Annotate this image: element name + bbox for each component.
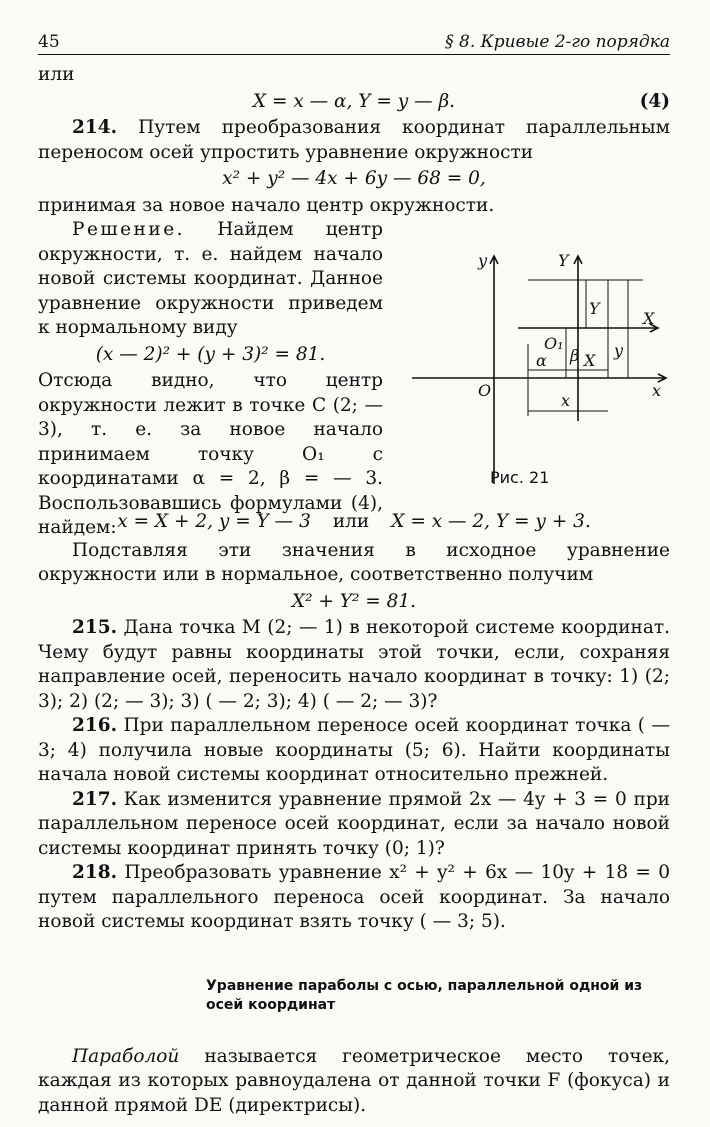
problem-215 — [38, 616, 670, 714]
problem-217-text: Как изменится уравнение прямой 2x — 4y + 3 = 0 при параллельном переносе осей координат, если за начало новой системы координат принять точку (0; 1)? — [38, 788, 670, 859]
problem-214-after: принимая за новое начало центр окружности. — [38, 194, 495, 216]
label-alpha: α — [536, 351, 547, 370]
problem-218 — [38, 861, 670, 935]
final-equation: X² + Y² = 81. — [291, 590, 417, 612]
label-x: x — [652, 381, 662, 400]
problem-218-text: Преобразовать уравнение x² + y² + 6x — 10y + 18 = 0 путем параллельного переноса осей координат. За начало новой системы координат взять точку ( — 3; 5). — [38, 862, 671, 932]
solution-text-1: Найдем центр окружности, т. е. найдем начало новой системы координат. Данное уравнение окружности приведем к нормальному виду — [38, 219, 383, 338]
problem-218-number: 218. — [72, 862, 118, 883]
label-y-small: y — [614, 341, 624, 360]
definition-term: Параболой — [72, 1045, 180, 1067]
solution-text-2: Отсюда видно, что центр окружности лежит в точке C (2; — 3), т. е. за новое начало принимаем точку O₁ с координатами α = 2, β = — 3. Воспользовавшись формулами (4), найдем: — [38, 370, 383, 538]
page-number: 45 — [38, 32, 60, 52]
label-O: O — [478, 381, 492, 400]
intro-or: или — [38, 64, 75, 85]
problem-214-number: 214. — [72, 117, 118, 138]
problem-216 — [38, 714, 670, 788]
page — [38, 28, 670, 1118]
problem-214-text: Путем преобразования координат параллельным переносом осей упростить уравнение окружности — [38, 117, 670, 163]
figure-caption: Рис. 21 — [490, 468, 550, 487]
problem-214-equation: x² + y² — 4x + 6y — 68 = 0, — [222, 168, 486, 189]
problem-216-text: При параллельном переносе осей координат точка ( — 3; 4) получила новые координаты (5; 6). Найти координаты начала новой системы координат относительно прежней. — [38, 715, 670, 785]
parabola-definition — [38, 1045, 670, 1119]
label-O1: O₁ — [544, 334, 564, 353]
substitution-right: X = x — 2, Y = y + 3. — [391, 511, 591, 532]
substitution-left: x = X + 2, y = Y — 3 — [117, 511, 311, 532]
section-subheading: Уравнение параболы с осью, параллельной одной из осей координат — [206, 977, 643, 1013]
equation-4-formula: X = x — α, Y = y — β. — [252, 90, 456, 112]
label-x-small: x — [561, 391, 571, 410]
label-Y: Y — [558, 251, 569, 270]
problem-217 — [38, 788, 670, 862]
label-y: y — [478, 251, 488, 270]
problem-215-number: 215. — [72, 617, 118, 638]
label-beta: β — [570, 346, 580, 365]
equation-4 — [38, 90, 670, 115]
label-X-small: X — [584, 351, 596, 370]
problem-215-text: Дана точка M (2; — 1) в некоторой системе координат. Чему будут равны координаты этой точки, если, сохраняя направление осей, переносить начало координат в точку: 1) (2; 3); 2) (2; — 3); 3) ( — 2; 3); 4) ( — 2; — 3)? — [38, 617, 670, 712]
solution-paragraph-1 — [38, 218, 383, 341]
normal-form-equation: (x — 2)² + (y + 3)² = 81. — [95, 343, 326, 365]
solution-text-column — [38, 218, 383, 541]
equation-4-label: (4) — [639, 90, 670, 112]
definition-text: называется геометрическое место точек, каждая из которых равноудалена от данной точки F (фокуса) и данной прямой DE (директрисы). — [38, 1045, 670, 1116]
problem-216-number: 216. — [72, 715, 118, 736]
problem-214 — [38, 116, 670, 165]
substitution-or: или — [332, 511, 370, 532]
solution-text-3: Подставляя эти значения в исходное уравнение окружности или в нормальное, соответственно получим — [38, 539, 670, 585]
figure-21 — [408, 246, 670, 496]
label-Y-small: Y — [589, 299, 600, 318]
problem-217-number: 217. — [72, 788, 118, 810]
running-title: § 8. Кривые 2-го порядка — [445, 32, 670, 52]
solution-label: Решение. — [72, 219, 186, 240]
page-header — [38, 28, 670, 55]
label-X: X — [643, 309, 655, 328]
